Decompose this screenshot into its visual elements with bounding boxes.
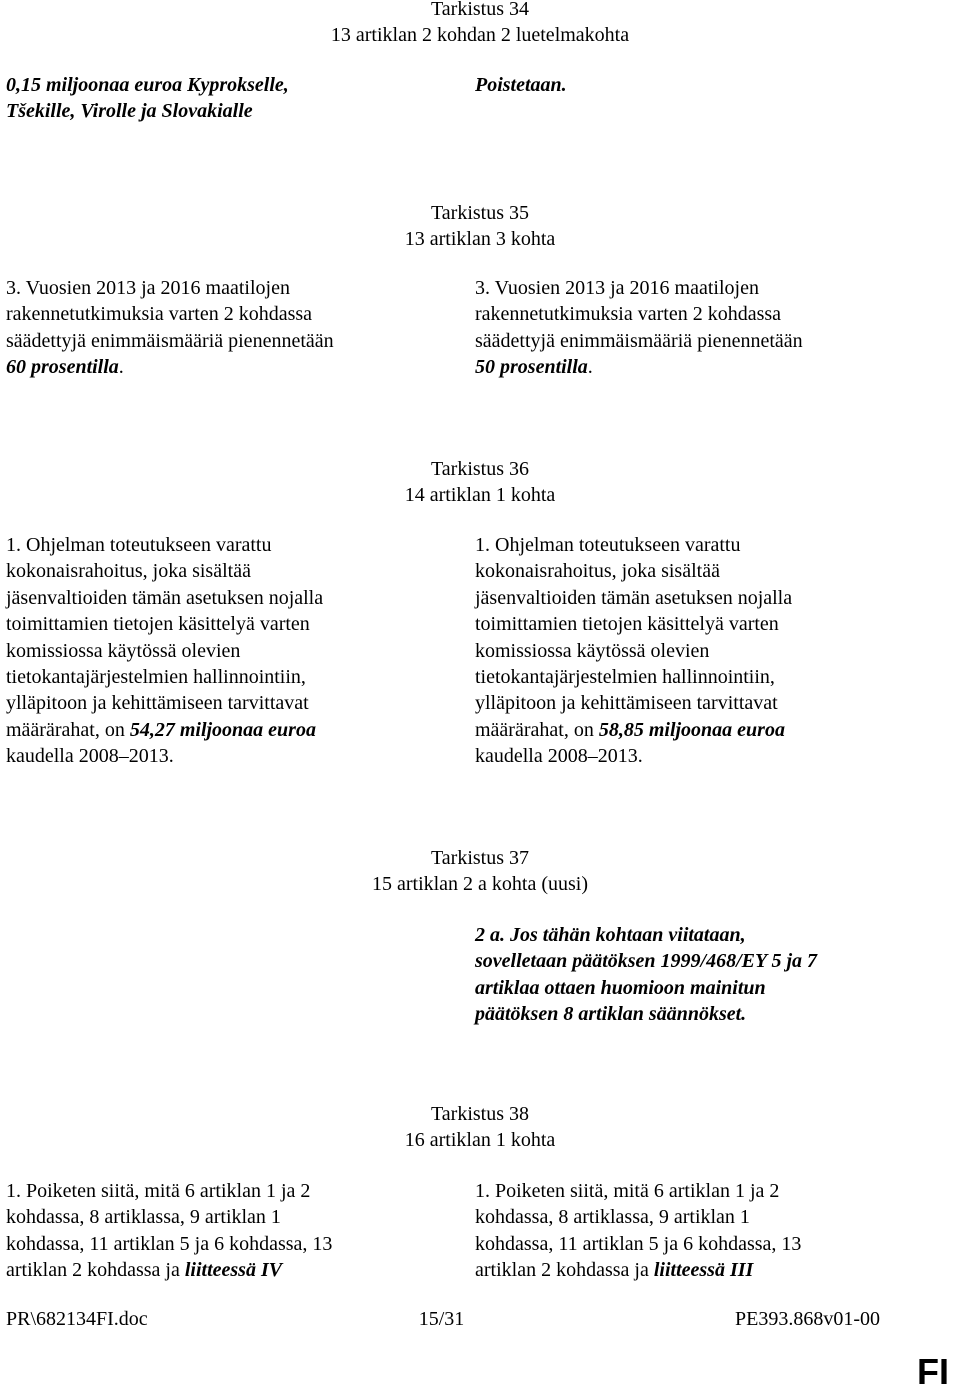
text-line: päätöksen 8 artiklan säännökset. [475,1003,747,1026]
text-line: 1. Poiketen siitä, mitä 6 artiklan 1 ja 2 [6,1180,311,1202]
text-line: jäsenvaltioiden tämän asetuksen nojalla [6,586,324,609]
text-line: kokonaisrahoitus, joka sisältää [475,560,720,583]
text-line: kaudella 2008–2013. [475,745,643,768]
text-line: kohdassa, 8 artiklassa, 9 artiklan 1 [6,1206,281,1229]
text-line: säädettyjä enimmäismääriä pienennetään [475,329,803,352]
text-line: 0,15 miljoonaa euroa Kyprokselle, [6,74,289,96]
text-line: säädettyjä enimmäismääriä pienennetään [6,329,334,352]
text-line: 1. Poiketen siitä, mitä 6 artiklan 1 ja 2 [475,1180,780,1202]
text-line: ylläpitoon ja kehittämiseen tarvittavat [6,692,309,715]
text-pre: määrärahat, on [6,718,130,741]
text-tail: . [587,356,593,379]
footer-reference: PE393.868v01-00 [735,1308,880,1330]
emphasis: 50 prosentilla [475,356,588,379]
text-line: kaudella 2008–2013. [6,745,174,768]
amendment-34-amended-text: Poistetaan. [475,74,567,96]
text-pre: artiklan 2 kohdassa ja [475,1259,654,1282]
text-line: rakennetutkimuksia varten 2 kohdassa [6,303,313,326]
emphasis: liitteessä IV [184,1259,283,1282]
text-line [475,354,895,380]
text-line [6,1257,426,1283]
text-line: kohdassa, 11 artiklan 5 ja 6 kohdassa, 13 [6,1232,333,1255]
amendment-38-reference: 16 artiklan 1 kohta [404,1129,556,1151]
amendment-35-amended-text [475,275,895,381]
amendment-36-original-text [6,532,426,770]
amendment-36-amended-text [475,532,895,770]
text-line: toimittamien tietojen käsittelyä varten [475,613,779,636]
text-line [6,717,426,743]
text-pre: määrärahat, on [475,718,599,741]
amendment-37-amended-text [475,922,895,1028]
amendment-34-reference: 13 artiklan 2 kohdan 2 luetelmakohta [330,24,630,46]
text-line: toimittamien tietojen käsittelyä varten [6,613,310,636]
text-line: komissiossa käytössä olevien [475,639,710,662]
amendment-38-amended-text [475,1178,895,1284]
text-line [475,717,895,743]
text-line [475,1257,895,1283]
amendment-38-original-text [6,1178,426,1284]
amendment-38-title: Tarkistus 38 [430,1103,530,1125]
amendment-34-original-text [6,72,426,125]
emphasis: liitteessä III [653,1259,754,1282]
text-pre: artiklan 2 kohdassa ja [6,1259,185,1282]
amendment-36-title: Tarkistus 36 [430,458,530,480]
text-line: sovelletaan päätöksen 1999/468/EY 5 ja 7 [475,950,818,973]
footer-page-number: 15/31 [418,1308,465,1330]
text-line: kokonaisrahoitus, joka sisältää [6,560,251,583]
text-line: 2 a. Jos tähän kohtaan viitataan, [475,924,746,946]
amendment-35-title: Tarkistus 35 [430,202,530,224]
text-line: 3. Vuosien 2013 ja 2016 maatilojen [475,277,759,299]
text-line: tietokantajärjestelmien hallinnointiin, [6,666,306,689]
emphasis: 54,27 miljoonaa euroa [129,718,316,741]
amendment-34-title: Tarkistus 34 [430,0,530,20]
text-line: Tšekille, Virolle ja Slovakialle [6,100,253,123]
text-line [6,354,426,380]
text-line: komissiossa käytössä olevien [6,639,241,662]
text-line: 3. Vuosien 2013 ja 2016 maatilojen [6,277,290,299]
amendment-35-reference: 13 artiklan 3 kohta [404,228,556,250]
amendment-37-title: Tarkistus 37 [430,847,530,869]
text-line: kohdassa, 11 artiklan 5 ja 6 kohdassa, 13 [475,1232,802,1255]
amendment-37-reference: 15 artiklan 2 a kohta (uusi) [371,873,589,895]
text-line: rakennetutkimuksia varten 2 kohdassa [475,303,782,326]
amendment-36-reference: 14 artiklan 1 kohta [404,484,556,506]
text-line: jäsenvaltioiden tämän asetuksen nojalla [475,586,793,609]
text-line: 1. Ohjelman toteutukseen varattu [6,534,272,556]
text-tail: . [118,356,124,379]
footer-document-name: PR\682134FI.doc [6,1308,148,1330]
text-line: artiklaa ottaen huomioon mainitun [475,976,766,999]
text-line: tietokantajärjestelmien hallinnointiin, [475,666,775,689]
text-line: 1. Ohjelman toteutukseen varattu [475,534,741,556]
text-line: kohdassa, 8 artiklassa, 9 artiklan 1 [475,1206,750,1229]
emphasis: 58,85 miljoonaa euroa [598,718,785,741]
amendment-35-original-text [6,275,426,381]
language-code: FI [917,1351,949,1392]
emphasis: 60 prosentilla [6,356,119,379]
text-line: ylläpitoon ja kehittämiseen tarvittavat [475,692,778,715]
